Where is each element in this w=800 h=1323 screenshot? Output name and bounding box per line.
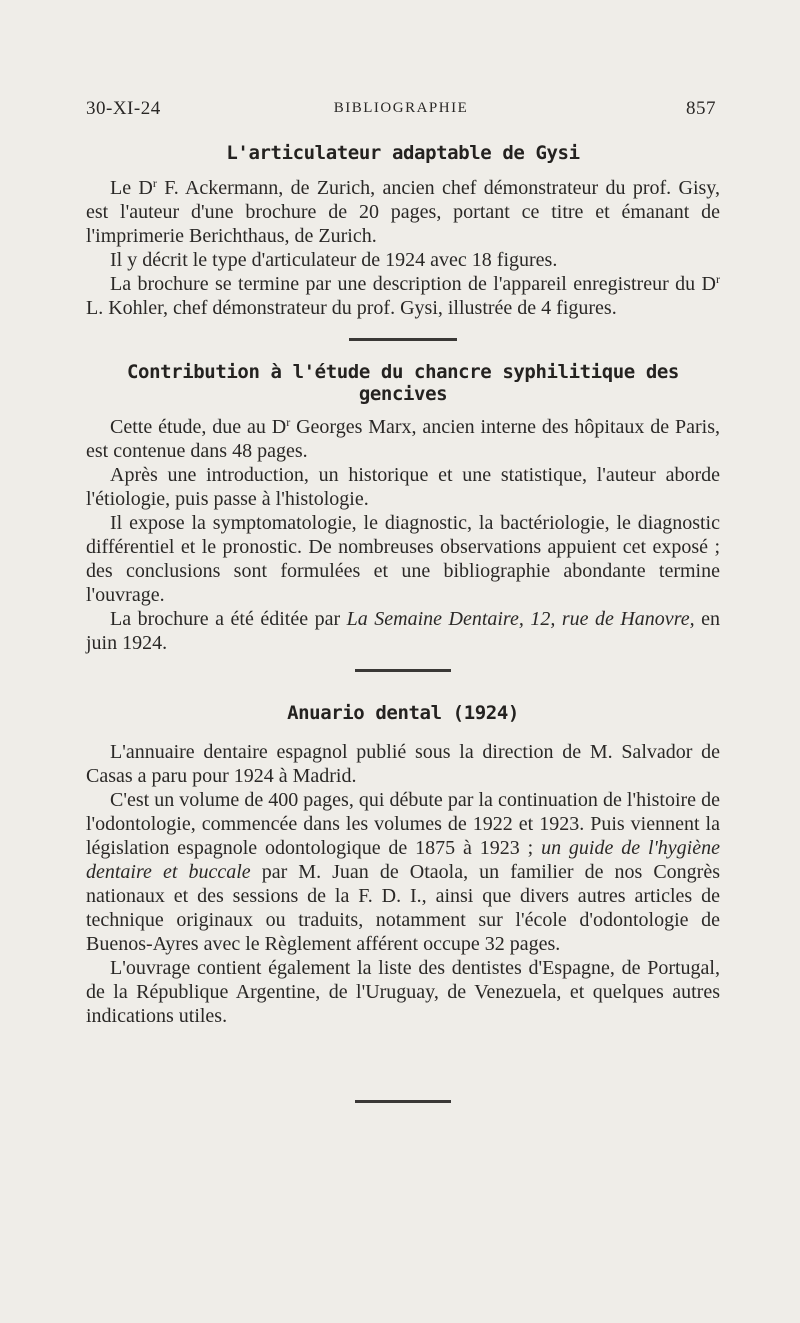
article-title-chancre: Contribution à l'étude du chancre syphilitique des gencives <box>127 361 679 405</box>
italic-title: un guide de l'hygiène dentaire et buccale <box>86 837 720 883</box>
paragraph: Le $D^r$ F. Ackermann, de Zurich, ancien chef démonstrateur du prof. Gisy, est l'auteur d'une brochure de 20 pages, portant ce titre et émanant de l'imprimerie Berichthaus, de Zurich. <box>86 176 720 247</box>
paragraph: Après une introduction, un historique et une statistique, l'auteur aborde l'étiologie, puis passe à l'histologie. <box>86 464 720 510</box>
end-divider <box>355 1100 451 1103</box>
running-header <box>86 98 716 126</box>
paragraph: La brochure a été éditée par La Semaine Dentaire, 12, rue de Hanovre, en juin 1924. <box>86 608 720 654</box>
paragraph: Il expose la symptomatologie, le diagnostic, la bactériologie, le diagnostic différentiel et le pronostic. De nombreuses observations appuient cet exposé ; des conclusions sont formulées et une bibliographie abondante termine l'ouvrage. <box>86 512 720 606</box>
article-title-anuario: Anuario dental (1924) <box>287 702 519 724</box>
header-date: 30-XI-24 <box>86 98 161 119</box>
page-number: 857 <box>686 98 716 119</box>
paragraph: L'annuaire dentaire espagnol publié sous la direction de M. Salvador de Casas a paru pour 1924 à Madrid. <box>86 741 720 787</box>
section-divider <box>349 338 457 341</box>
paragraph: Cette étude, due au $D^r$ Georges Marx, ancien interne des hôpitaux de Paris, est contenue dans 48 pages. <box>86 415 721 462</box>
paragraph: L'ouvrage contient également la liste des dentistes d'Espagne, de Portugal, de la République Argentine, de l'Uruguay, de Venezuela, et quelques autres indications utiles. <box>86 957 720 1027</box>
paragraph: C'est un volume de 400 pages, qui débute par la continuation de l'histoire de l'odontologie, commencée dans les volumes de 1922 et 1923. Puis viennent la législation espagnole odontologique de 1875 à 1923 ; un guide de l'hygiène dentaire et buccale par M. Juan de Otaola, un familier de nos Congrès nationaux et des sessions de la F. D. I., ainsi que divers autres articles de technique originaux ou traduits, notamment sur l'école d'odontologie de Buenos-Ayres avec le Règlement afférent occupe 32 pages. <box>86 789 721 955</box>
publication-title: La Semaine Dentaire, 12, rue de Hanovre, <box>346 608 695 630</box>
paragraph: La brochure se termine par une description de l'appareil enregistreur du $D^r$ L. Kohler, chef démonstrateur du prof. Gysi, illustrée de 4 figures. <box>86 272 720 319</box>
article-title-gysi: L'articulateur adaptable de Gysi <box>226 142 580 164</box>
paragraph: Il y décrit le type d'articulateur de 1924 avec 18 figures. <box>110 249 558 271</box>
header-section: BIBLIOGRAPHIE <box>333 100 469 116</box>
section-divider <box>355 669 451 672</box>
page-content <box>86 142 720 1103</box>
